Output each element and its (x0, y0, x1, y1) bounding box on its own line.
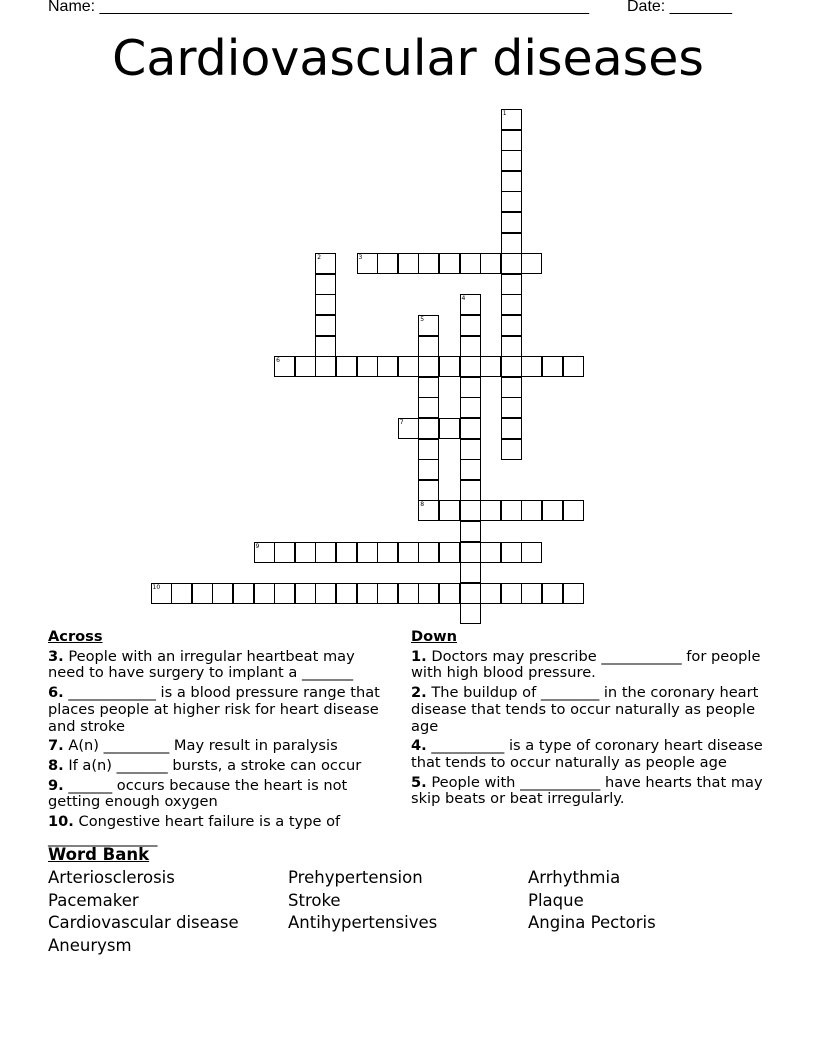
crossword-cell[interactable] (439, 356, 460, 377)
crossword-cell[interactable] (521, 500, 542, 521)
crossword-cell[interactable] (480, 253, 501, 274)
crossword-cell[interactable] (418, 480, 439, 501)
clue-number: 10. (48, 813, 74, 831)
crossword-cell[interactable] (398, 356, 419, 377)
down-clue-5 (411, 775, 763, 808)
clue-text: Doctors may prescribe ___________ for people with high blood pressure. (411, 647, 761, 682)
crossword-cell[interactable] (377, 356, 398, 377)
crossword-cell[interactable] (460, 397, 481, 418)
crossword-cell[interactable] (501, 191, 522, 212)
across-clue-9 (48, 778, 383, 811)
crossword-cell[interactable] (233, 583, 254, 604)
crossword-cell[interactable] (418, 418, 439, 439)
name-field-line: Name: _______________________________________________________ (48, 0, 589, 15)
page-title: Cardiovascular diseases (112, 30, 704, 87)
crossword-cell[interactable] (357, 542, 378, 563)
crossword-cell[interactable] (418, 583, 439, 604)
crossword-cell[interactable] (212, 583, 233, 604)
down-heading: Down (411, 628, 458, 645)
word-bank-item: Angina Pectoris (528, 913, 656, 932)
cell-number: 10 (152, 583, 161, 591)
clue-number: 1. (411, 647, 427, 665)
word-bank-item: Plaque (528, 890, 584, 910)
across-clues (48, 629, 383, 850)
word-bank-item: Antihypertensives (288, 913, 438, 932)
cell-number: 4 (461, 295, 466, 303)
crossword-cell[interactable] (501, 212, 522, 233)
crossword-cell[interactable] (418, 377, 439, 398)
crossword-cell[interactable] (480, 583, 501, 604)
crossword-cell[interactable] (274, 542, 295, 563)
crossword-cell[interactable] (501, 294, 522, 315)
crossword-cell[interactable] (501, 315, 522, 336)
date-field-line: Date: _______ (627, 0, 732, 15)
cell-number: 2 (317, 254, 322, 262)
crossword-cell[interactable] (480, 356, 501, 377)
clue-text: __________ is a type of coronary heart disease that tends to occur naturally as people age (411, 737, 763, 771)
clue-text: A(n) _________ May result in paralysis (68, 737, 338, 755)
cell-number: 6 (276, 357, 280, 365)
crossword-cell[interactable] (460, 439, 481, 460)
crossword-cell[interactable] (542, 583, 563, 604)
crossword-cell[interactable] (521, 356, 542, 377)
crossword-cell[interactable] (377, 253, 398, 274)
crossword-cell[interactable] (418, 336, 439, 357)
word-bank-item: Arteriosclerosis (48, 868, 175, 887)
clue-text: ____________ is a blood pressure range that places people at higher risk for heart disease and stroke (48, 684, 380, 735)
clue-number: 5. (411, 773, 427, 791)
across-clue-10 (48, 814, 383, 847)
crossword-cell[interactable] (501, 150, 522, 171)
crossword-cell[interactable] (418, 253, 439, 274)
crossword-cell[interactable] (439, 253, 460, 274)
crossword-cell[interactable] (542, 356, 563, 377)
word-bank-list (48, 868, 768, 955)
crossword-cell[interactable] (398, 418, 419, 439)
crossword-cell[interactable] (460, 294, 481, 315)
word-bank-item: Cardiovascular disease (48, 913, 239, 932)
crossword-cell[interactable] (480, 542, 501, 563)
crossword-cell[interactable] (357, 583, 378, 604)
crossword-cell[interactable] (460, 356, 481, 377)
crossword-cell[interactable] (192, 583, 213, 604)
crossword-cell[interactable] (418, 500, 439, 521)
crossword-cell[interactable] (501, 130, 522, 151)
crossword-cell[interactable] (501, 500, 522, 521)
across-clue-3 (48, 649, 383, 682)
crossword-cell[interactable] (398, 253, 419, 274)
crossword-cell[interactable] (563, 583, 584, 604)
crossword-cell[interactable] (542, 500, 563, 521)
crossword-cell[interactable] (460, 562, 481, 583)
crossword-cell[interactable] (315, 274, 336, 295)
crossword-cell[interactable] (501, 377, 522, 398)
clue-text: The buildup of ________ in the coronary heart disease that tends to occur naturally as people age (411, 684, 759, 735)
crossword-cell[interactable] (563, 356, 584, 377)
crossword-cell[interactable] (501, 171, 522, 192)
crossword-cell[interactable] (357, 253, 378, 274)
crossword-cell[interactable] (377, 583, 398, 604)
crossword-cell[interactable] (336, 356, 357, 377)
crossword-cell[interactable] (336, 542, 357, 563)
crossword-cell[interactable] (501, 356, 522, 377)
word-bank-item: Aneurysm (48, 935, 132, 955)
crossword-cell[interactable] (480, 500, 501, 521)
crossword-cell[interactable] (418, 356, 439, 377)
clue-number: 7. (48, 737, 64, 755)
clue-number: 6. (48, 684, 64, 702)
crossword-cell[interactable] (315, 336, 336, 357)
crossword-cell[interactable] (460, 583, 481, 604)
cell-number: 5 (420, 316, 425, 323)
crossword-cell[interactable] (315, 583, 336, 604)
down-clues (411, 629, 763, 811)
crossword-cell[interactable] (501, 583, 522, 604)
crossword-cell[interactable] (274, 583, 295, 604)
crossword-cell[interactable] (315, 253, 336, 274)
clue-number: 2. (411, 684, 427, 702)
word-bank-item: Arrhythmia (528, 868, 621, 887)
crossword-cell[interactable] (460, 315, 481, 336)
clue-text: If a(n) _______ bursts, a stroke can occur (68, 756, 362, 774)
crossword-cell[interactable] (460, 377, 481, 398)
crossword-cell[interactable] (460, 542, 481, 563)
crossword-cell[interactable] (418, 542, 439, 563)
crossword-cell[interactable] (336, 583, 357, 604)
clue-number: 9. (48, 776, 64, 794)
cell-number: 1 (502, 110, 507, 117)
crossword-cell[interactable] (418, 397, 439, 418)
crossword-cell[interactable] (460, 253, 481, 274)
crossword-cell[interactable] (439, 542, 460, 563)
crossword-cell[interactable] (460, 480, 481, 501)
word-bank-item: Pacemaker (48, 890, 139, 910)
crossword-cell[interactable] (151, 583, 172, 604)
cell-number: 7 (399, 419, 404, 426)
word-bank-item: Stroke (288, 890, 341, 910)
crossword-cell[interactable] (357, 356, 378, 377)
clue-text: People with ___________ have hearts that may skip beats or beat irregularly. (411, 773, 763, 808)
crossword-cell[interactable] (274, 356, 295, 377)
cell-number: 8 (420, 501, 425, 509)
crossword-cell[interactable] (460, 603, 481, 624)
clue-text: Congestive heart failure is a type of _______________ (48, 813, 341, 847)
crossword-cell[interactable] (501, 418, 522, 439)
crossword-cell[interactable] (501, 336, 522, 357)
word-bank-item: Prehypertension (288, 868, 423, 887)
crossword-cell[interactable] (377, 542, 398, 563)
clue-text: ______ occurs because the heart is not getting enough oxygen (48, 776, 348, 811)
crossword-cell[interactable] (501, 542, 522, 563)
clue-text: People with an irregular heartbeat may need to have surgery to implant a _______ (48, 647, 355, 682)
down-clue-4 (411, 738, 763, 771)
across-heading: Across (48, 628, 103, 645)
crossword-cell[interactable] (521, 542, 542, 563)
across-clue-7 (48, 738, 383, 755)
crossword-cell[interactable] (398, 583, 419, 604)
crossword-cell[interactable] (439, 418, 460, 439)
clue-number: 3. (48, 647, 64, 665)
crossword-cell[interactable] (563, 500, 584, 521)
down-clue-1 (411, 649, 763, 682)
crossword-cell[interactable] (460, 418, 481, 439)
cell-number: 3 (358, 254, 363, 262)
down-clue-2 (411, 685, 763, 735)
crossword-cell[interactable] (254, 542, 275, 563)
crossword-cell[interactable] (460, 459, 481, 480)
crossword-cell[interactable] (521, 253, 542, 274)
crossword-cell[interactable] (418, 315, 439, 336)
clue-number: 8. (48, 756, 64, 774)
across-clue-8 (48, 758, 383, 775)
word-bank-heading: Word Bank (48, 845, 150, 864)
crossword-cell[interactable] (521, 583, 542, 604)
crossword-cell[interactable] (501, 397, 522, 418)
crossword-cell[interactable] (398, 542, 419, 563)
crossword-cell[interactable] (315, 315, 336, 336)
word-bank (48, 845, 768, 955)
crossword-cell[interactable] (460, 521, 481, 542)
crossword-cell[interactable] (501, 109, 522, 130)
crossword-cell[interactable] (501, 233, 522, 254)
crossword-cell[interactable] (295, 583, 316, 604)
crossword-cell[interactable] (315, 356, 336, 377)
crossword-cell[interactable] (295, 356, 316, 377)
crossword-cell[interactable] (501, 439, 522, 460)
crossword-cell[interactable] (315, 542, 336, 563)
crossword-cell[interactable] (295, 542, 316, 563)
crossword-cell[interactable] (418, 459, 439, 480)
crossword-cell[interactable] (501, 274, 522, 295)
crossword-cell[interactable] (460, 336, 481, 357)
cell-number: 9 (255, 542, 260, 550)
clue-number: 4. (411, 737, 427, 755)
crossword-cell[interactable] (439, 583, 460, 604)
crossword-cell[interactable] (439, 500, 460, 521)
crossword-cell[interactable] (418, 439, 439, 460)
crossword-cell[interactable] (460, 500, 481, 521)
crossword-cell[interactable] (501, 253, 522, 274)
across-clue-6 (48, 685, 383, 735)
crossword-cell[interactable] (315, 294, 336, 315)
crossword-cell[interactable] (171, 583, 192, 604)
crossword-cell[interactable] (254, 583, 275, 604)
